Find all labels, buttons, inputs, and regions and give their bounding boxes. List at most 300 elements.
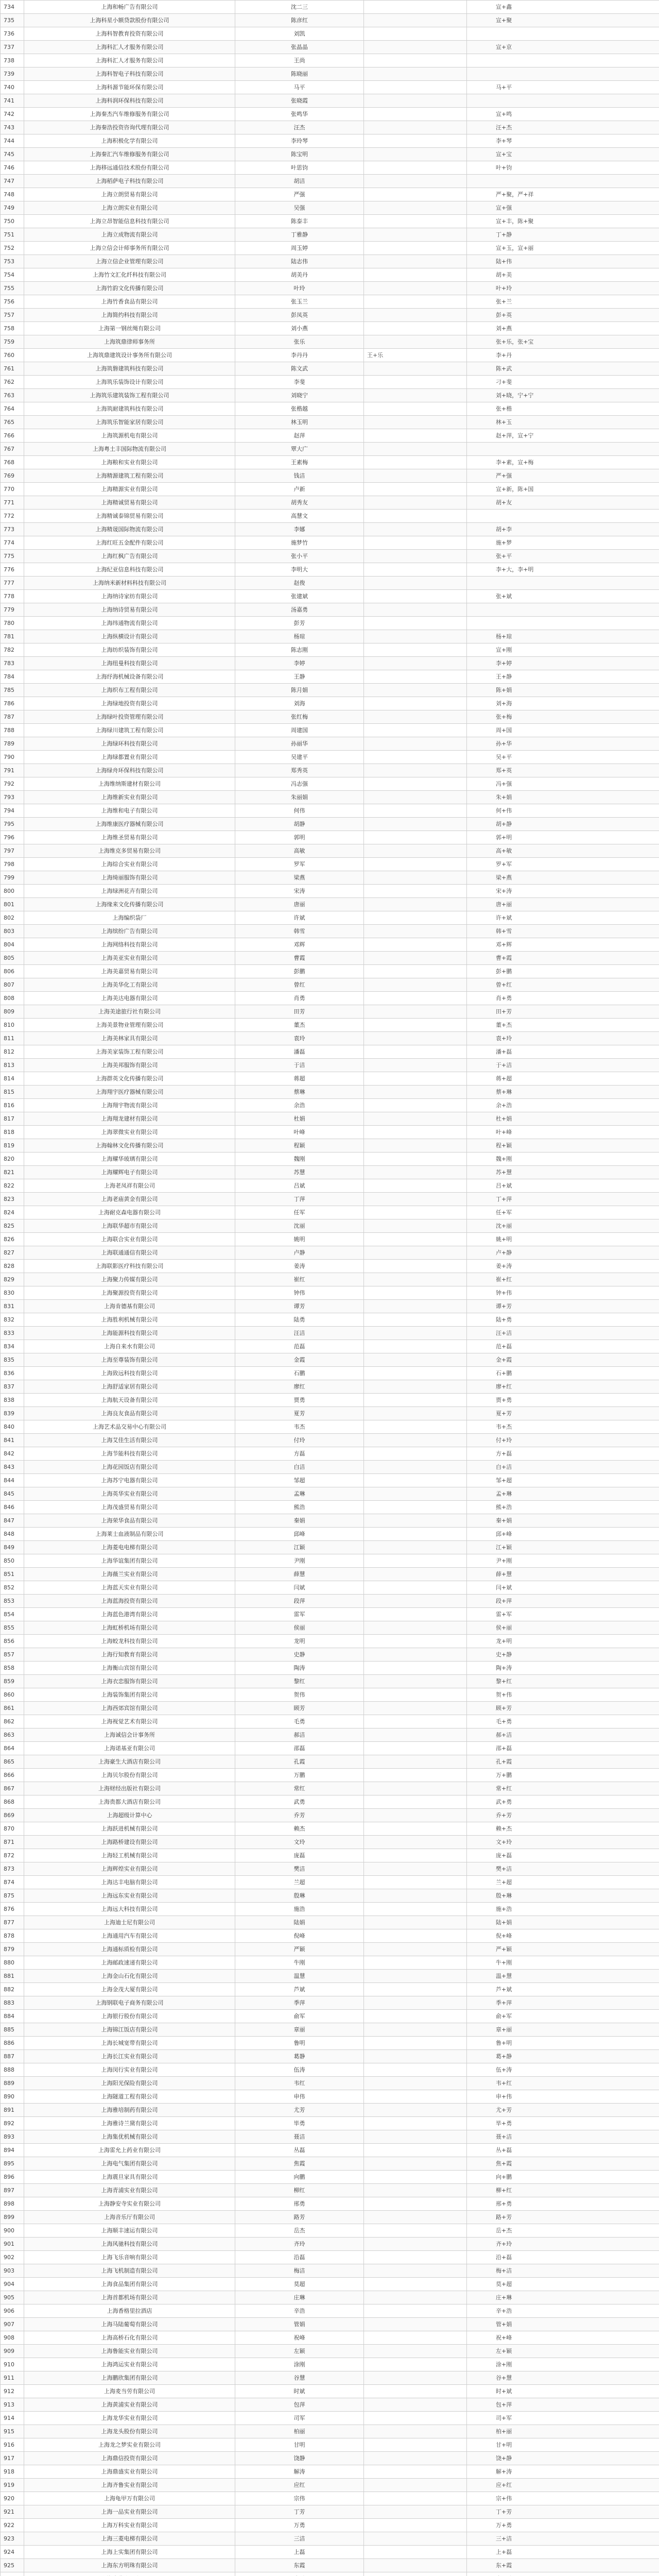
row-number-cell: 887 [1,2050,24,2063]
row-number-cell: 917 [1,2452,24,2465]
company-cell: 上海筑乐智能家居有限公司 [24,416,235,429]
extra-cell [364,215,467,228]
company-cell: 上海航天设备有限公司 [24,1394,235,1407]
company-cell: 上海鸿运实业有限公司 [24,2358,235,2371]
table-row [1,1193,659,1206]
extra-cell [364,590,467,603]
row-number-cell: 778 [1,590,24,603]
extra-cell [364,1300,467,1313]
extra-cell [364,322,467,335]
company-cell: 上海美途旅行社有限公司 [24,1005,235,1019]
table-row [1,871,659,885]
tag-cell: 郝+洁 [467,1728,659,1742]
tag-cell: 施+梦 [467,536,659,550]
contact-cell: 陈彦红 [235,14,364,27]
row-number-cell: 776 [1,563,24,577]
table-row [1,1688,659,1702]
extra-cell [364,108,467,121]
table-row [1,978,659,992]
contact-cell [235,2572,364,2576]
contact-cell: 李玲琴 [235,134,364,148]
company-cell: 上海首都机场有限公司 [24,2291,235,2304]
row-number-cell: 809 [1,1005,24,1019]
extra-cell [364,27,467,41]
company-cell: 上海筑源机电有限公司 [24,429,235,443]
row-number-cell: 907 [1,2318,24,2331]
row-number-cell: 838 [1,1394,24,1407]
extra-cell [364,1635,467,1648]
table-row [1,590,659,603]
contact-cell: 贺伟 [235,1688,364,1702]
table-row [1,108,659,121]
contact-cell: 汪洁 [235,1327,364,1340]
row-number-cell: 825 [1,1219,24,1233]
row-number-cell: 841 [1,1434,24,1447]
contact-cell: 顾芳 [235,1702,364,1715]
extra-cell [364,469,467,483]
table-row [1,1,659,14]
row-number-cell: 827 [1,1246,24,1260]
row-number-cell: 888 [1,2063,24,2077]
company-cell: 上海科智电子科技有限公司 [24,67,235,81]
tag-cell: 罗+军 [467,858,659,871]
tag-cell: 武+勇 [467,1795,659,1809]
company-cell: 上海联通通信有限公司 [24,1246,235,1260]
contact-cell: 葛静 [235,2050,364,2063]
tag-cell: 刘+海 [467,697,659,710]
tag-cell: 宣+玉，宣+丽 [467,242,659,255]
tag-cell: 岳+杰 [467,2224,659,2238]
company-cell: 上海秦汇汽车维修服务有限公司 [24,148,235,161]
tag-cell: 蔡+琳 [467,1086,659,1099]
table-row [1,456,659,469]
row-number-cell: 808 [1,992,24,1005]
company-cell: 上海达丰电脑有限公司 [24,1876,235,1889]
tag-cell: 梁+燕 [467,871,659,885]
company-cell: 上海胜利机械有限公司 [24,1313,235,1327]
company-cell: 上海纳米新材料科技有限公司 [24,577,235,590]
tag-cell: 万+勇 [467,2519,659,2532]
company-cell: 上海绿地投资有限公司 [24,697,235,710]
row-number-cell: 842 [1,1447,24,1461]
company-cell: 上海通标质检有限公司 [24,1943,235,1956]
contact-cell: 包萍 [235,2398,364,2412]
contact-cell: 龙明 [235,1635,364,1648]
contact-cell: 李斐 [235,376,364,389]
tag-cell: 彭+英 [467,309,659,322]
tag-cell: 田+芳 [467,1005,659,1019]
contact-cell: 鲁明 [235,2037,364,2050]
row-number-cell: 912 [1,2385,24,2398]
tag-cell: 严+强 [467,469,659,483]
contact-cell: 李明大 [235,563,364,577]
table-row [1,1420,659,1434]
tag-cell: 宗+伟 [467,2492,659,2505]
contact-cell: 柏丽 [235,2425,364,2438]
table-row [1,1715,659,1728]
tag-cell: 宋+涛 [467,885,659,898]
row-number-cell: 774 [1,536,24,550]
tag-cell: 廖+红 [467,1380,659,1394]
tag-cell [467,443,659,456]
extra-cell [364,1045,467,1059]
tag-cell: 应+红 [467,2479,659,2492]
row-number-cell: 824 [1,1206,24,1219]
contact-cell: 曾红 [235,978,364,992]
table-row [1,2104,659,2117]
row-number-cell: 849 [1,1541,24,1554]
tag-cell: 刁+斐 [467,376,659,389]
contact-cell: 叶峰 [235,1126,364,1139]
row-number-cell: 777 [1,577,24,590]
table-row [1,2117,659,2130]
contact-cell: 王尚 [235,54,364,67]
company-cell: 上海纬通物流有限公司 [24,617,235,630]
tag-cell: 姜+涛 [467,1260,659,1273]
extra-cell [364,2398,467,2412]
extra-cell [364,1728,467,1742]
company-cell: 上海绿舟环保科技有限公司 [24,764,235,777]
table-row [1,2157,659,2171]
tag-cell: 常+红 [467,1782,659,1795]
company-cell: 上海万科实业有限公司 [24,2519,235,2532]
tag-cell: 苏+慧 [467,1166,659,1179]
company-cell: 上海音乐厅有限公司 [24,2211,235,2224]
contact-cell: 梅洁 [235,2264,364,2278]
company-cell: 上海美景物业管理有限公司 [24,1019,235,1032]
contact-cell: 齐玲 [235,2238,364,2251]
table-row [1,2197,659,2211]
extra-cell [364,1889,467,1903]
contact-cell: 陆志伟 [235,255,364,268]
extra-cell [364,536,467,550]
tag-cell: 倪+峰 [467,1929,659,1943]
table-row [1,1648,659,1662]
extra-cell [364,2572,467,2576]
extra-cell [364,737,467,751]
table-row [1,2063,659,2077]
row-number-cell: 819 [1,1139,24,1153]
table-row [1,952,659,965]
company-cell: 上海科润环保科技有限公司 [24,94,235,108]
company-cell: 上海立信企业管理有限公司 [24,255,235,268]
company-cell: 上海迪士尼有限公司 [24,1916,235,1929]
row-number-cell: 816 [1,1099,24,1112]
contact-cell: 毛勇 [235,1715,364,1728]
company-cell: 上海肯德基有限公司 [24,1300,235,1313]
company-cell: 上海致远科技有限公司 [24,1367,235,1380]
table-row [1,1434,659,1447]
extra-cell [364,2385,467,2398]
company-cell: 上海风驰科技有限公司 [24,2238,235,2251]
tag-cell: 付+玲 [467,1434,659,1447]
tag-cell: 张+梅 [467,710,659,724]
contact-cell: 吴建平 [235,751,364,764]
table-row [1,201,659,215]
company-cell: 上海老庙黄金有限公司 [24,1193,235,1206]
row-number-cell: 899 [1,2211,24,2224]
row-number-cell: 786 [1,697,24,710]
row-number-cell: 895 [1,2157,24,2171]
extra-cell [364,831,467,844]
table-row [1,2184,659,2197]
extra-cell [364,1648,467,1662]
row-number-cell: 833 [1,1327,24,1340]
row-number-cell: 854 [1,1608,24,1621]
row-number-cell: 892 [1,2117,24,2130]
tag-cell: 胡+静 [467,818,659,831]
table-row [1,309,659,322]
company-cell: 上海翠微实业有限公司 [24,1126,235,1139]
tag-cell [467,2572,659,2576]
company-cell: 上海维康医疗器械有限公司 [24,818,235,831]
extra-cell [364,1086,467,1099]
company-cell: 上海轻工机械有限公司 [24,1849,235,1862]
row-number-cell: 736 [1,27,24,41]
row-number-cell: 921 [1,2505,24,2519]
table-row [1,121,659,134]
extra-cell [364,1273,467,1286]
tag-cell: 东+霞 [467,2559,659,2572]
table-row [1,2130,659,2144]
tag-cell: 吕+斌 [467,1179,659,1193]
company-cell: 上海鲁能实业有限公司 [24,2345,235,2358]
extra-cell [364,175,467,188]
row-number-cell: 844 [1,1474,24,1487]
extra-cell [364,1,467,14]
company-cell: 上海缤纷广告有限公司 [24,925,235,938]
contact-cell: 梁燕 [235,871,364,885]
company-cell: 上海筑磐建筑科技有限公司 [24,362,235,376]
tag-cell: 李+大，李+明 [467,563,659,577]
company-cell: 上海蓝海投资有限公司 [24,1595,235,1608]
contact-cell: 蒋超 [235,1072,364,1086]
company-cell: 上海蓝色港湾有限公司 [24,1608,235,1621]
company-cell: 上海菱电电梯有限公司 [24,1541,235,1554]
row-number-cell: 893 [1,2130,24,2144]
tag-cell: 陶+涛 [467,1662,659,1675]
row-number-cell: 746 [1,161,24,175]
contact-cell: 倪峰 [235,1929,364,1943]
company-cell: 上海茂盛贸易有限公司 [24,1501,235,1514]
row-number-cell: 751 [1,228,24,242]
row-number-cell: 845 [1,1487,24,1501]
tag-cell: 张+斌 [467,590,659,603]
tag-cell: 尹+刚 [467,1554,659,1568]
contact-cell: 沈丽 [235,1219,364,1233]
tag-cell: 张+乐，张+宝 [467,335,659,349]
table-row [1,2291,659,2304]
tag-cell: 王+静 [467,670,659,684]
tag-cell: 韩+雪 [467,925,659,938]
contact-cell: 钱洁 [235,469,364,483]
company-cell: 上海三菱电梯有限公司 [24,2532,235,2546]
company-cell: 上海飞机制造有限公司 [24,2264,235,2278]
extra-cell [364,1019,467,1032]
company-cell: 上海耀华玻璃有限公司 [24,1153,235,1166]
row-number-cell: 758 [1,322,24,335]
extra-cell [364,1286,467,1300]
company-cell: 上海筑乐建筑装饰工程有限公司 [24,389,235,402]
company-cell: 上海诺基亚有限公司 [24,1742,235,1755]
company-cell: 上海联华超市有限公司 [24,1219,235,1233]
company-cell: 上海隧道工程有限公司 [24,2090,235,2104]
company-cell: 上海麦当劳有限公司 [24,2385,235,2398]
company-cell: 上海红枫广告有限公司 [24,550,235,563]
contact-cell: 赖杰 [235,1822,364,1836]
row-number-cell: 891 [1,2104,24,2117]
extra-cell [364,1809,467,1822]
company-cell: 上海阳光保险有限公司 [24,2077,235,2090]
table-row [1,1929,659,1943]
extra-cell [364,2211,467,2224]
table-row [1,1876,659,1889]
contact-cell: 丁雅静 [235,228,364,242]
company-cell: 上海电气集团有限公司 [24,2157,235,2171]
tag-cell: 邱+峰 [467,1528,659,1541]
extra-cell [364,41,467,54]
extra-cell [364,1568,467,1581]
extra-cell [364,1849,467,1862]
tag-cell: 侯+丽 [467,1621,659,1635]
tag-cell: 宣+新，陈+国 [467,483,659,496]
tag-cell: 梅+洁 [467,2264,659,2278]
table-row [1,992,659,1005]
extra-cell [364,1353,467,1367]
tag-cell: 邵+磊 [467,1742,659,1755]
extra-cell [364,938,467,952]
table-body [1,1,659,2576]
table-row [1,751,659,764]
tag-cell: 曾+红 [467,978,659,992]
company-cell: 上海马陆葡萄有限公司 [24,2318,235,2331]
table-row [1,402,659,416]
tag-cell: 三+洁 [467,2532,659,2546]
extra-cell [364,1126,467,1139]
tag-cell: 刘+燕 [467,322,659,335]
company-cell: 上海竹文汇化纤科技有限公司 [24,268,235,282]
contact-cell: 司军 [235,2412,364,2425]
extra-cell [364,496,467,510]
row-number-cell: 865 [1,1755,24,1769]
tag-cell: 严+颖 [467,1943,659,1956]
extra-cell [364,134,467,148]
contact-cell: 王素梅 [235,456,364,469]
table-row [1,2546,659,2559]
table-row [1,188,659,201]
extra-cell [364,1903,467,1916]
row-number-cell: 772 [1,510,24,523]
contact-cell: 金霞 [235,1353,364,1367]
extra-cell [364,402,467,416]
extra-cell [364,871,467,885]
row-number-cell: 802 [1,911,24,925]
extra-cell [364,161,467,175]
company-cell: 上海莱士血液制品有限公司 [24,1528,235,1541]
extra-cell [364,1862,467,1876]
row-number-cell: 923 [1,2532,24,2546]
table-row [1,215,659,228]
extra-cell [364,1715,467,1728]
extra-cell [364,2171,467,2184]
tag-cell: 史+静 [467,1648,659,1662]
tag-cell: 上+磊 [467,2546,659,2559]
contact-cell: 时斌 [235,2385,364,2398]
extra-cell [364,2425,467,2438]
company-cell: 上海科汇人才服务有限公司 [24,54,235,67]
table-row [1,1327,659,1340]
company-cell: 上海金山石化有限公司 [24,1970,235,1983]
extra-cell [364,2117,467,2130]
tag-cell: 宣+刚 [467,643,659,657]
tag-cell: 马+平 [467,81,659,94]
company-cell: 上海科星小额贷款股份有限公司 [24,14,235,27]
contact-cell: 叶玲 [235,282,364,295]
tag-cell: 邓+辉 [467,938,659,952]
company-cell: 上海翔宇医疗器械有限公司 [24,1086,235,1099]
table-row [1,1608,659,1621]
table-row [1,1286,659,1300]
tag-cell: 申+伟 [467,2090,659,2104]
tag-cell: 葛+静 [467,2050,659,2063]
contact-cell: 路芳 [235,2211,364,2224]
company-cell: 上海综合实业有限公司 [24,858,235,871]
row-number-cell: 864 [1,1742,24,1755]
tag-cell: 章+丽 [467,2023,659,2037]
extra-cell [364,1340,467,1353]
table-row [1,496,659,510]
row-number-cell: 810 [1,1019,24,1032]
extra-cell [364,764,467,777]
extra-cell [364,295,467,309]
tag-cell: 李+婷 [467,657,659,670]
tag-cell: 周+国 [467,724,659,737]
company-cell: 上海立信会计师事务所有限公司 [24,242,235,255]
extra-cell [364,1916,467,1929]
contact-cell: 张晶晶 [235,41,364,54]
contact-cell: 郭明 [235,831,364,844]
tag-cell: 卢+静 [467,1246,659,1260]
tag-cell: 陈+娟 [467,684,659,697]
row-number-cell: 760 [1,349,24,362]
tag-cell: 柏+丽 [467,2425,659,2438]
contact-cell: 覃大广 [235,443,364,456]
extra-cell [364,389,467,402]
extra-cell [364,1742,467,1755]
contact-cell: 殷琳 [235,1889,364,1903]
company-cell: 上海金茂大厦有限公司 [24,1983,235,1996]
contact-cell: 彭凤英 [235,309,364,322]
tag-cell [467,67,659,81]
extra-cell [364,697,467,710]
tag-cell: 任+军 [467,1206,659,1219]
extra-cell [364,1420,467,1434]
company-cell: 上海邮政速递有限公司 [24,1956,235,1970]
extra-cell [364,751,467,764]
table-row [1,2385,659,2398]
tag-cell: 柳+红 [467,2184,659,2197]
table-row [1,2318,659,2331]
table-row [1,349,659,362]
extra-cell [364,1032,467,1045]
extra-cell [364,1608,467,1621]
extra-cell [364,1702,467,1715]
row-number-cell: 839 [1,1407,24,1420]
extra-cell [364,228,467,242]
extra-cell [364,2251,467,2264]
tag-cell: 路+芳 [467,2211,659,2224]
row-number-cell: 783 [1,657,24,670]
